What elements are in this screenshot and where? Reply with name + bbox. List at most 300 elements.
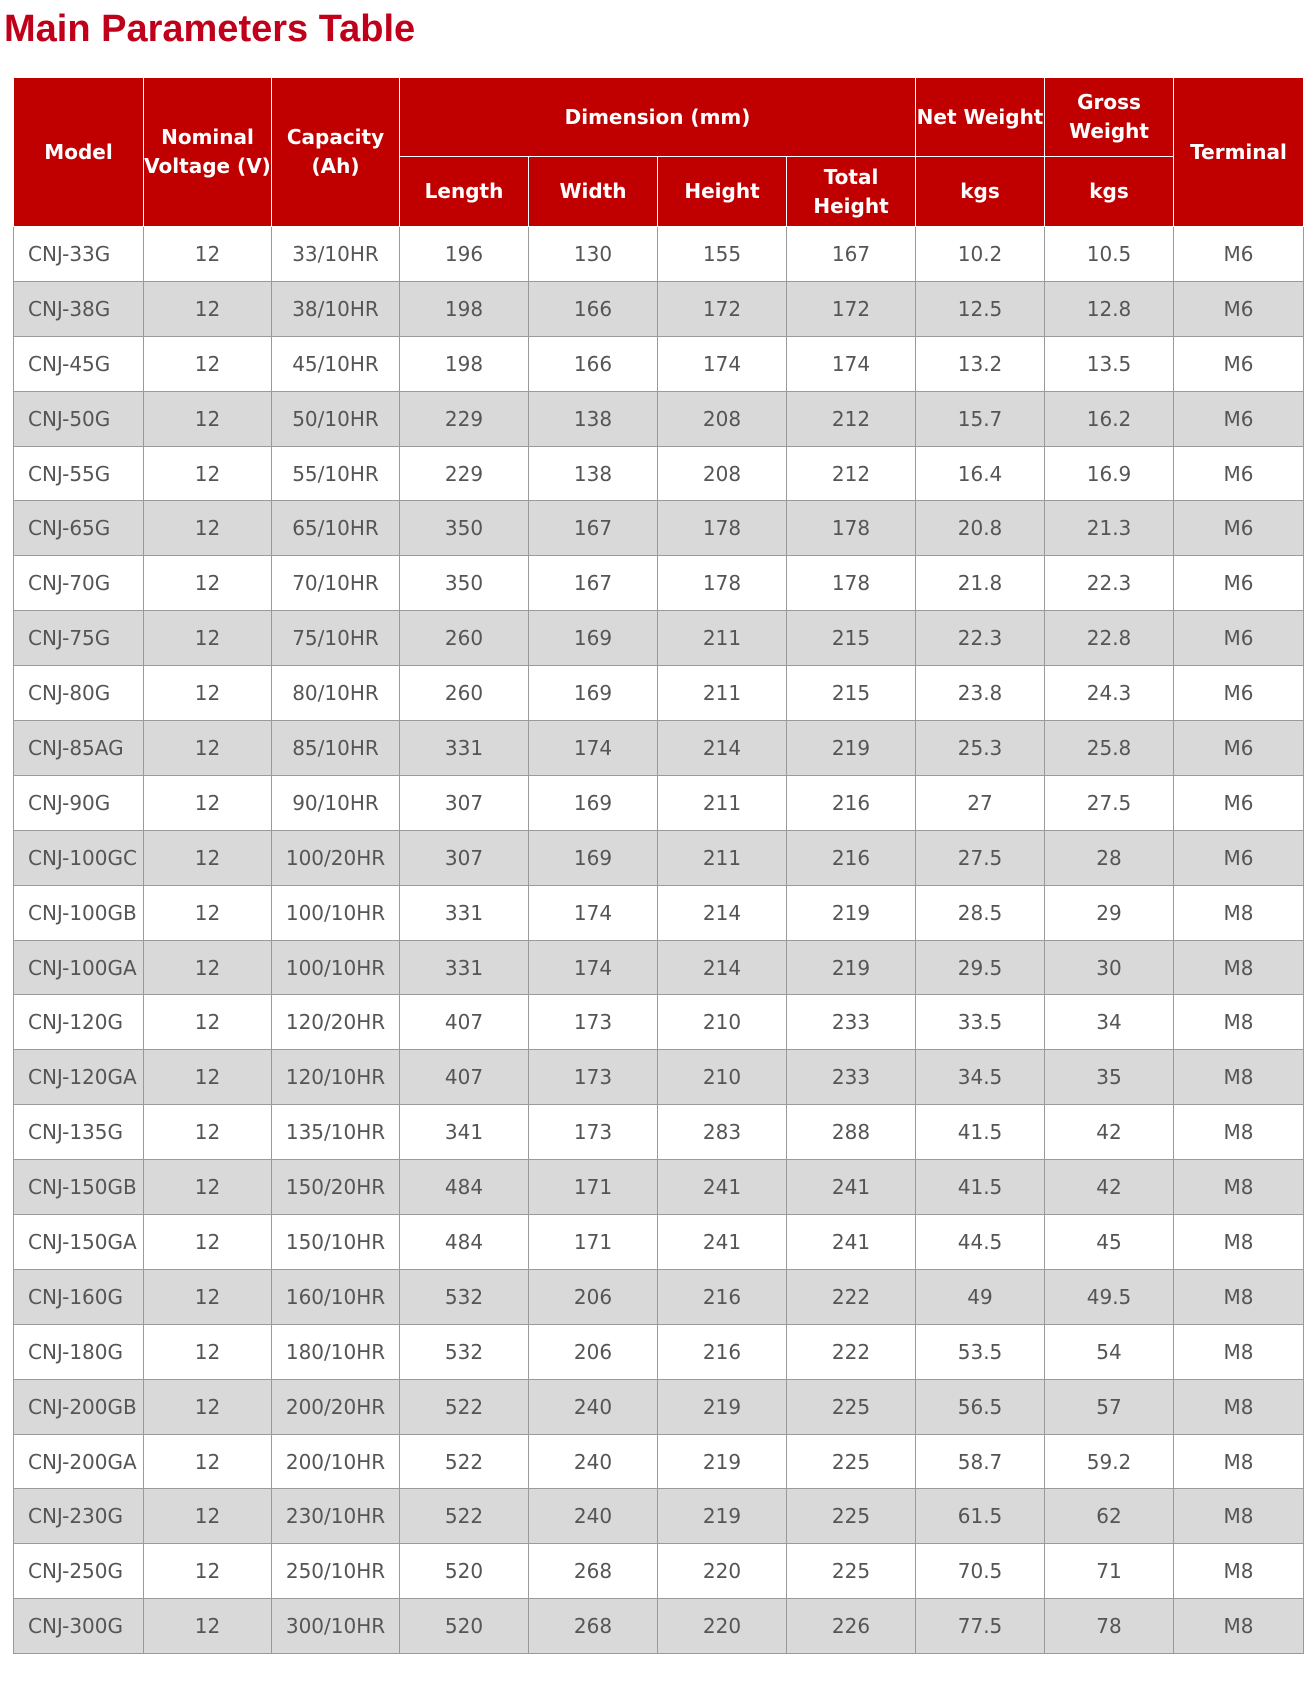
cell-total-height: 225 [787, 1434, 916, 1489]
cell-nominal-voltage: 12 [144, 1160, 272, 1215]
cell-net-weight: 70.5 [916, 1544, 1045, 1599]
cell-net-weight: 53.5 [916, 1324, 1045, 1379]
header-length: Length [400, 157, 529, 227]
cell-width: 174 [529, 721, 658, 776]
cell-length: 407 [400, 1050, 529, 1105]
cell-capacity: 150/20HR [272, 1160, 400, 1215]
cell-terminal: M8 [1174, 1324, 1304, 1379]
cell-total-height: 225 [787, 1544, 916, 1599]
cell-capacity: 38/10HR [272, 281, 400, 336]
cell-terminal: M6 [1174, 281, 1304, 336]
cell-height: 214 [658, 721, 787, 776]
cell-nominal-voltage: 12 [144, 1269, 272, 1324]
cell-width: 169 [529, 775, 658, 830]
table-row [14, 1379, 1304, 1434]
cell-length: 198 [400, 336, 529, 391]
cell-width: 169 [529, 830, 658, 885]
cell-gross-weight: 27.5 [1045, 775, 1174, 830]
cell-length: 520 [400, 1599, 529, 1654]
cell-terminal: M8 [1174, 1599, 1304, 1654]
cell-net-weight: 41.5 [916, 1105, 1045, 1160]
cell-capacity: 100/10HR [272, 885, 400, 940]
cell-height: 211 [658, 611, 787, 666]
cell-capacity: 50/10HR [272, 391, 400, 446]
cell-model: CNJ-80G [14, 666, 144, 721]
table-row [14, 666, 1304, 721]
cell-total-height: 219 [787, 940, 916, 995]
cell-terminal: M6 [1174, 227, 1304, 282]
table-row [14, 611, 1304, 666]
cell-width: 167 [529, 501, 658, 556]
cell-total-height: 174 [787, 336, 916, 391]
cell-gross-weight: 78 [1045, 1599, 1174, 1654]
cell-length: 532 [400, 1324, 529, 1379]
table-header [14, 78, 1304, 227]
cell-terminal: M6 [1174, 336, 1304, 391]
cell-net-weight: 49 [916, 1269, 1045, 1324]
cell-gross-weight: 59.2 [1045, 1434, 1174, 1489]
header-total-height: Total Height [787, 157, 916, 227]
header-gross-weight-unit: kgs [1045, 157, 1174, 227]
cell-gross-weight: 24.3 [1045, 666, 1174, 721]
cell-nominal-voltage: 12 [144, 940, 272, 995]
cell-model: CNJ-100GA [14, 940, 144, 995]
cell-terminal: M6 [1174, 501, 1304, 556]
cell-model: CNJ-85AG [14, 721, 144, 776]
cell-capacity: 80/10HR [272, 666, 400, 721]
cell-capacity: 250/10HR [272, 1544, 400, 1599]
cell-gross-weight: 12.8 [1045, 281, 1174, 336]
cell-capacity: 230/10HR [272, 1489, 400, 1544]
cell-height: 220 [658, 1544, 787, 1599]
cell-terminal: M6 [1174, 830, 1304, 885]
cell-net-weight: 27.5 [916, 830, 1045, 885]
cell-length: 307 [400, 775, 529, 830]
cell-length: 522 [400, 1489, 529, 1544]
cell-height: 214 [658, 885, 787, 940]
cell-total-height: 219 [787, 721, 916, 776]
header-model: Model [14, 78, 144, 227]
cell-terminal: M8 [1174, 1050, 1304, 1105]
cell-nominal-voltage: 12 [144, 721, 272, 776]
table-row [14, 227, 1304, 282]
cell-model: CNJ-45G [14, 336, 144, 391]
cell-width: 240 [529, 1379, 658, 1434]
cell-width: 174 [529, 885, 658, 940]
header-gross-weight: Gross Weight [1045, 78, 1174, 157]
cell-length: 260 [400, 666, 529, 721]
cell-gross-weight: 54 [1045, 1324, 1174, 1379]
cell-gross-weight: 42 [1045, 1160, 1174, 1215]
cell-total-height: 222 [787, 1324, 916, 1379]
cell-model: CNJ-200GA [14, 1434, 144, 1489]
table-row [14, 391, 1304, 446]
cell-width: 173 [529, 1050, 658, 1105]
cell-width: 138 [529, 391, 658, 446]
cell-gross-weight: 21.3 [1045, 501, 1174, 556]
cell-total-height: 288 [787, 1105, 916, 1160]
cell-height: 211 [658, 775, 787, 830]
cell-total-height: 241 [787, 1215, 916, 1270]
cell-length: 520 [400, 1544, 529, 1599]
cell-length: 350 [400, 501, 529, 556]
cell-net-weight: 13.2 [916, 336, 1045, 391]
cell-nominal-voltage: 12 [144, 611, 272, 666]
cell-height: 178 [658, 501, 787, 556]
cell-nominal-voltage: 12 [144, 1379, 272, 1434]
cell-total-height: 216 [787, 775, 916, 830]
cell-gross-weight: 22.3 [1045, 556, 1174, 611]
cell-total-height: 172 [787, 281, 916, 336]
cell-net-weight: 61.5 [916, 1489, 1045, 1544]
cell-nominal-voltage: 12 [144, 1434, 272, 1489]
cell-width: 173 [529, 1105, 658, 1160]
cell-terminal: M6 [1174, 391, 1304, 446]
cell-total-height: 241 [787, 1160, 916, 1215]
cell-model: CNJ-180G [14, 1324, 144, 1379]
header-capacity: Capacity (Ah) [272, 78, 400, 227]
cell-model: CNJ-100GB [14, 885, 144, 940]
cell-nominal-voltage: 12 [144, 336, 272, 391]
cell-length: 484 [400, 1215, 529, 1270]
cell-model: CNJ-70G [14, 556, 144, 611]
table-row [14, 1324, 1304, 1379]
header-height: Height [658, 157, 787, 227]
cell-gross-weight: 30 [1045, 940, 1174, 995]
cell-length: 407 [400, 995, 529, 1050]
cell-terminal: M6 [1174, 775, 1304, 830]
cell-total-height: 212 [787, 391, 916, 446]
cell-terminal: M8 [1174, 995, 1304, 1050]
cell-width: 240 [529, 1489, 658, 1544]
cell-nominal-voltage: 12 [144, 1105, 272, 1160]
page-title: Main Parameters Table [4, 8, 416, 50]
cell-model: CNJ-50G [14, 391, 144, 446]
cell-total-height: 178 [787, 501, 916, 556]
cell-gross-weight: 16.2 [1045, 391, 1174, 446]
cell-nominal-voltage: 12 [144, 281, 272, 336]
cell-total-height: 178 [787, 556, 916, 611]
cell-height: 283 [658, 1105, 787, 1160]
cell-height: 241 [658, 1160, 787, 1215]
cell-width: 166 [529, 281, 658, 336]
cell-net-weight: 77.5 [916, 1599, 1045, 1654]
cell-capacity: 75/10HR [272, 611, 400, 666]
cell-model: CNJ-200GB [14, 1379, 144, 1434]
table-row [14, 446, 1304, 501]
cell-capacity: 135/10HR [272, 1105, 400, 1160]
cell-net-weight: 16.4 [916, 446, 1045, 501]
cell-gross-weight: 35 [1045, 1050, 1174, 1105]
cell-total-height: 215 [787, 611, 916, 666]
cell-length: 331 [400, 721, 529, 776]
cell-model: CNJ-38G [14, 281, 144, 336]
cell-width: 173 [529, 995, 658, 1050]
cell-height: 155 [658, 227, 787, 282]
cell-width: 268 [529, 1544, 658, 1599]
header-dimension: Dimension (mm) [400, 78, 916, 157]
cell-gross-weight: 28 [1045, 830, 1174, 885]
cell-terminal: M8 [1174, 1105, 1304, 1160]
cell-capacity: 120/20HR [272, 995, 400, 1050]
table-row [14, 1434, 1304, 1489]
cell-height: 174 [658, 336, 787, 391]
cell-total-height: 216 [787, 830, 916, 885]
cell-width: 174 [529, 940, 658, 995]
cell-capacity: 120/10HR [272, 1050, 400, 1105]
cell-terminal: M8 [1174, 1544, 1304, 1599]
cell-height: 241 [658, 1215, 787, 1270]
cell-length: 198 [400, 281, 529, 336]
table-row [14, 1269, 1304, 1324]
cell-capacity: 200/10HR [272, 1434, 400, 1489]
cell-height: 216 [658, 1269, 787, 1324]
table-row [14, 556, 1304, 611]
cell-gross-weight: 29 [1045, 885, 1174, 940]
cell-width: 171 [529, 1160, 658, 1215]
cell-model: CNJ-75G [14, 611, 144, 666]
cell-total-height: 233 [787, 1050, 916, 1105]
cell-gross-weight: 13.5 [1045, 336, 1174, 391]
cell-net-weight: 12.5 [916, 281, 1045, 336]
cell-width: 268 [529, 1599, 658, 1654]
cell-net-weight: 44.5 [916, 1215, 1045, 1270]
cell-length: 341 [400, 1105, 529, 1160]
table-body [14, 227, 1304, 1654]
cell-length: 522 [400, 1434, 529, 1489]
cell-net-weight: 28.5 [916, 885, 1045, 940]
cell-gross-weight: 45 [1045, 1215, 1174, 1270]
cell-capacity: 160/10HR [272, 1269, 400, 1324]
cell-gross-weight: 49.5 [1045, 1269, 1174, 1324]
table-row [14, 1489, 1304, 1544]
header-nominal-voltage: Nominal Voltage (V) [144, 78, 272, 227]
cell-nominal-voltage: 12 [144, 830, 272, 885]
cell-net-weight: 21.8 [916, 556, 1045, 611]
cell-net-weight: 23.8 [916, 666, 1045, 721]
cell-height: 210 [658, 995, 787, 1050]
cell-capacity: 150/10HR [272, 1215, 400, 1270]
cell-net-weight: 15.7 [916, 391, 1045, 446]
cell-gross-weight: 10.5 [1045, 227, 1174, 282]
cell-net-weight: 56.5 [916, 1379, 1045, 1434]
cell-gross-weight: 42 [1045, 1105, 1174, 1160]
table-row [14, 995, 1304, 1050]
cell-total-height: 233 [787, 995, 916, 1050]
cell-net-weight: 33.5 [916, 995, 1045, 1050]
cell-gross-weight: 25.8 [1045, 721, 1174, 776]
cell-terminal: M8 [1174, 1434, 1304, 1489]
cell-height: 210 [658, 1050, 787, 1105]
cell-total-height: 226 [787, 1599, 916, 1654]
cell-capacity: 90/10HR [272, 775, 400, 830]
cell-total-height: 167 [787, 227, 916, 282]
cell-width: 138 [529, 446, 658, 501]
cell-model: CNJ-150GB [14, 1160, 144, 1215]
cell-terminal: M6 [1174, 666, 1304, 721]
header-terminal: Terminal [1174, 78, 1304, 227]
cell-total-height: 225 [787, 1489, 916, 1544]
header-net-weight: Net Weight [916, 78, 1045, 157]
cell-nominal-voltage: 12 [144, 446, 272, 501]
cell-length: 331 [400, 940, 529, 995]
cell-length: 260 [400, 611, 529, 666]
cell-model: CNJ-230G [14, 1489, 144, 1544]
cell-width: 206 [529, 1324, 658, 1379]
cell-terminal: M6 [1174, 721, 1304, 776]
cell-capacity: 200/20HR [272, 1379, 400, 1434]
table-row [14, 1050, 1304, 1105]
cell-nominal-voltage: 12 [144, 501, 272, 556]
cell-net-weight: 25.3 [916, 721, 1045, 776]
cell-gross-weight: 16.9 [1045, 446, 1174, 501]
cell-length: 229 [400, 391, 529, 446]
cell-nominal-voltage: 12 [144, 1215, 272, 1270]
table-row [14, 940, 1304, 995]
cell-capacity: 45/10HR [272, 336, 400, 391]
cell-height: 211 [658, 666, 787, 721]
cell-net-weight: 29.5 [916, 940, 1045, 995]
cell-net-weight: 20.8 [916, 501, 1045, 556]
cell-model: CNJ-33G [14, 227, 144, 282]
cell-terminal: M8 [1174, 1215, 1304, 1270]
parameters-table [13, 77, 1304, 1654]
cell-length: 307 [400, 830, 529, 885]
cell-capacity: 100/20HR [272, 830, 400, 885]
table-row [14, 501, 1304, 556]
cell-total-height: 212 [787, 446, 916, 501]
header-net-weight-unit: kgs [916, 157, 1045, 227]
cell-length: 484 [400, 1160, 529, 1215]
cell-model: CNJ-160G [14, 1269, 144, 1324]
cell-height: 214 [658, 940, 787, 995]
table-row [14, 721, 1304, 776]
cell-nominal-voltage: 12 [144, 227, 272, 282]
cell-nominal-voltage: 12 [144, 1599, 272, 1654]
table-row [14, 281, 1304, 336]
cell-terminal: M8 [1174, 940, 1304, 995]
cell-nominal-voltage: 12 [144, 885, 272, 940]
cell-model: CNJ-250G [14, 1544, 144, 1599]
cell-net-weight: 58.7 [916, 1434, 1045, 1489]
cell-nominal-voltage: 12 [144, 1050, 272, 1105]
cell-length: 331 [400, 885, 529, 940]
cell-terminal: M8 [1174, 1379, 1304, 1434]
cell-gross-weight: 57 [1045, 1379, 1174, 1434]
table-row [14, 1544, 1304, 1599]
cell-length: 350 [400, 556, 529, 611]
table-row [14, 885, 1304, 940]
cell-capacity: 100/10HR [272, 940, 400, 995]
table-row [14, 1105, 1304, 1160]
table-row [14, 336, 1304, 391]
cell-terminal: M6 [1174, 556, 1304, 611]
cell-total-height: 225 [787, 1379, 916, 1434]
cell-net-weight: 22.3 [916, 611, 1045, 666]
cell-height: 211 [658, 830, 787, 885]
cell-total-height: 215 [787, 666, 916, 721]
cell-net-weight: 41.5 [916, 1160, 1045, 1215]
cell-length: 229 [400, 446, 529, 501]
cell-model: CNJ-55G [14, 446, 144, 501]
cell-net-weight: 27 [916, 775, 1045, 830]
cell-height: 208 [658, 446, 787, 501]
cell-terminal: M8 [1174, 1489, 1304, 1544]
cell-model: CNJ-135G [14, 1105, 144, 1160]
cell-model: CNJ-65G [14, 501, 144, 556]
cell-length: 532 [400, 1269, 529, 1324]
cell-height: 219 [658, 1489, 787, 1544]
cell-length: 196 [400, 227, 529, 282]
cell-nominal-voltage: 12 [144, 391, 272, 446]
cell-terminal: M6 [1174, 446, 1304, 501]
cell-gross-weight: 34 [1045, 995, 1174, 1050]
cell-capacity: 180/10HR [272, 1324, 400, 1379]
cell-width: 240 [529, 1434, 658, 1489]
cell-model: CNJ-100GC [14, 830, 144, 885]
cell-width: 130 [529, 227, 658, 282]
cell-height: 219 [658, 1379, 787, 1434]
cell-height: 216 [658, 1324, 787, 1379]
cell-nominal-voltage: 12 [144, 1324, 272, 1379]
table-row [14, 775, 1304, 830]
cell-height: 219 [658, 1434, 787, 1489]
cell-nominal-voltage: 12 [144, 775, 272, 830]
cell-nominal-voltage: 12 [144, 1544, 272, 1599]
header-width: Width [529, 157, 658, 227]
cell-width: 171 [529, 1215, 658, 1270]
cell-gross-weight: 22.8 [1045, 611, 1174, 666]
cell-total-height: 219 [787, 885, 916, 940]
cell-net-weight: 34.5 [916, 1050, 1045, 1105]
cell-capacity: 70/10HR [272, 556, 400, 611]
table-row [14, 1160, 1304, 1215]
cell-nominal-voltage: 12 [144, 1489, 272, 1544]
cell-model: CNJ-90G [14, 775, 144, 830]
cell-nominal-voltage: 12 [144, 556, 272, 611]
cell-capacity: 33/10HR [272, 227, 400, 282]
cell-height: 220 [658, 1599, 787, 1654]
cell-nominal-voltage: 12 [144, 995, 272, 1050]
cell-terminal: M6 [1174, 611, 1304, 666]
cell-model: CNJ-120G [14, 995, 144, 1050]
cell-height: 208 [658, 391, 787, 446]
cell-width: 169 [529, 666, 658, 721]
cell-terminal: M8 [1174, 1269, 1304, 1324]
cell-capacity: 65/10HR [272, 501, 400, 556]
cell-gross-weight: 71 [1045, 1544, 1174, 1599]
table-row [14, 830, 1304, 885]
cell-nominal-voltage: 12 [144, 666, 272, 721]
cell-height: 172 [658, 281, 787, 336]
cell-capacity: 85/10HR [272, 721, 400, 776]
cell-width: 167 [529, 556, 658, 611]
cell-capacity: 300/10HR [272, 1599, 400, 1654]
cell-model: CNJ-150GA [14, 1215, 144, 1270]
cell-model: CNJ-300G [14, 1599, 144, 1654]
cell-terminal: M8 [1174, 1160, 1304, 1215]
table-row [14, 1215, 1304, 1270]
cell-width: 169 [529, 611, 658, 666]
cell-total-height: 222 [787, 1269, 916, 1324]
cell-width: 166 [529, 336, 658, 391]
cell-length: 522 [400, 1379, 529, 1434]
table-row [14, 1599, 1304, 1654]
cell-model: CNJ-120GA [14, 1050, 144, 1105]
cell-gross-weight: 62 [1045, 1489, 1174, 1544]
cell-net-weight: 10.2 [916, 227, 1045, 282]
cell-capacity: 55/10HR [272, 446, 400, 501]
